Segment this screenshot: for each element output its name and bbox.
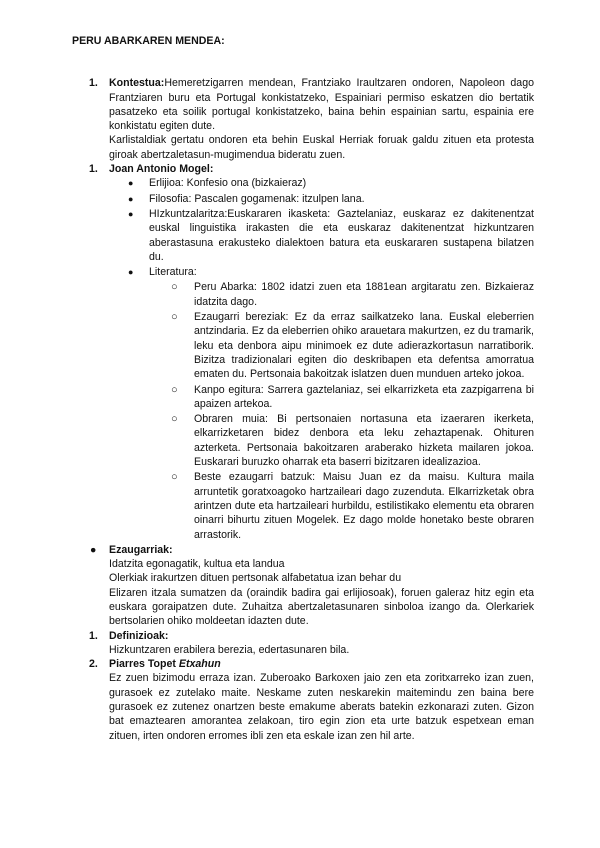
etxahun-heading: Piarres Topet Etxahun — [109, 658, 221, 671]
bullet-icon: ● — [128, 208, 134, 219]
bullet-icon: ● — [128, 267, 134, 278]
section-ezaugarriak — [72, 543, 534, 629]
list-item: ● Literatura: — [128, 266, 197, 279]
list-item: ● HIzkuntzalaritza:Euskararen ikasketa: Gaztelaniaz, euskaraz ez dakitenentzat euskal linguistika irakasten die eta euskaraz dakitenentzat hizkuntzaren aberastasuna erakusteko dialektoen batura eta euskararen sustapena bilatzen du. — [128, 207, 534, 263]
definizioak-heading: Definizioak: — [109, 629, 169, 642]
section-definizioak — [72, 629, 534, 658]
bullet-icon: ● — [90, 543, 97, 556]
document-title: PERU ABARKAREN MENDEA: — [72, 35, 225, 47]
etxahun-text: Ez zuen bizimodu erraza izan. Zuberoako Barkoxen jaio zen eta zoritxarreko izan zuen, gurasoek ez zutelako maite. Neskame zuten neskarekin maitemindu zen baina bere gurasoek ez zutenez onartzen beste emakume aberats batekin ezkonarazi zuten. Gizon bat emaztearen amorantea zelakoan, tiro egin zion eta urte batzuk espetxean eman zituen, irten ondoren erromes ibli zen eta eskale izan zen hil arte. — [109, 672, 534, 742]
bullet-icon: ● — [128, 193, 134, 204]
list-item: ● Erlijioa: Konfesio ona (bizkaieraz) — [128, 177, 307, 190]
section-etxahun — [72, 657, 534, 743]
etxahun-heading-italic: Etxahun — [178, 658, 221, 671]
sub-list-item: ○ Ezaugarri bereziak: Ez da erraz sailkatzeko lana. Euskal eleberrien antzindaria. Ez da eleberrien ohiko arauetara makurtzen, ez du tramarik, leku eta denbora aipu minimoek ez dute adierazkortasun narratiborik. Bizitza tradizionalari egiten dio deskribapen eta defentsa amorratua ematen du. Pertsonaia bakoitzak islatzen duen munduen arteko jokoa. — [171, 311, 534, 381]
bullet-icon: ● — [128, 178, 134, 189]
list-number: 1. — [89, 77, 98, 90]
definizioak-text: Hizkuntzaren erabilera berezia, edertasunaren bila. — [109, 643, 350, 656]
section-kontestua — [72, 76, 534, 162]
list-item: ● Filosofia: Pascalen gogamenak: itzulpen lana. — [128, 192, 365, 205]
circle-bullet-icon: ○ — [171, 471, 178, 484]
ezaugarriak-line: Idatzita egonagatik, kultua eta landua — [109, 558, 285, 571]
list-number: 1. — [89, 163, 98, 176]
circle-bullet-icon: ○ — [171, 383, 178, 396]
ezaugarriak-heading: Ezaugarriak: — [109, 543, 173, 556]
sub-list-item: ○ Peru Abarka: 1802 idatzi zuen eta 1881ean argitaratu zen. Bizkaieraz idatzita dago. — [171, 281, 534, 308]
sub-list-item: ○ Obraren muia: Bi pertsonaien nortasuna eta izaeraren ikerketa, elkarrizketaren bidez denbora eta leku zehaztapenak. Ohituren azterketa. Pertsonaia bakoitzaren araberako hizketa mailaren jokoa. Euskarari buruzko oharrak eta baserri bizitzaren idealizazioa. — [171, 413, 534, 469]
mogel-heading: Joan Antonio Mogel: — [109, 163, 214, 176]
kontestua-text-2: Karlistaldiak gertatu ondoren eta behin Euskal Herriak foruak galdu zituen eta protesta giroak abertzaletasun-mugimendua bideratu zuen. — [109, 134, 534, 161]
ezaugarriak-paragraph: Elizaren itzala sumatzen da (oraindik badira gai erlijiosoak), foruen galeraz hitz egin eta euskara goraipatzen dute. Zuhaitza abertzaletasunaren sinboloa izango da. Olerkariek bertsolarien ohiko moldeetan idazten dute. — [109, 586, 534, 628]
sub-list-item: ○ Kanpo egitura: Sarrera gaztelaniaz, sei elkarrizketa eta zazpigarrena bi apaizen artekoa. — [171, 383, 534, 410]
circle-bullet-icon: ○ — [171, 281, 178, 294]
circle-bullet-icon: ○ — [171, 311, 178, 324]
ezaugarriak-line: Olerkiak irakurtzen dituen pertsonak alfabetatua izan behar du — [109, 572, 402, 585]
list-number: 1. — [89, 629, 98, 642]
kontestua-label: Kontestua: — [109, 77, 165, 90]
kontestua-text: Hemeretzigarren mendean, Frantziako Iraultzaren ondoren, Napoleon dago Frantziaren buru eta Portugal konkistatzeko, Espainiari permiso eskatzen dio bertatik pasatzeko eta soilik portugal konkistatzeko, baina behin espainian sartu, espainia ere konkistatu egiten dute. — [109, 77, 534, 133]
section-mogel — [72, 162, 534, 176]
list-number: 2. — [89, 658, 98, 671]
sub-list-item: ○ Beste ezaugarri batzuk: Maisu Juan ez da maisu. Kultura maila arruntetik goratxoagoko hartzaileari dago zuzenduta. Elkarrizketak obra arintzen dute eta hartzaileari hurbildu, estilistikako elementu eta obraren oinarri bihurtu zituen Mogelek. Ez dago molde honetako beste obraren arrastorik. — [171, 471, 534, 541]
circle-bullet-icon: ○ — [171, 413, 178, 426]
